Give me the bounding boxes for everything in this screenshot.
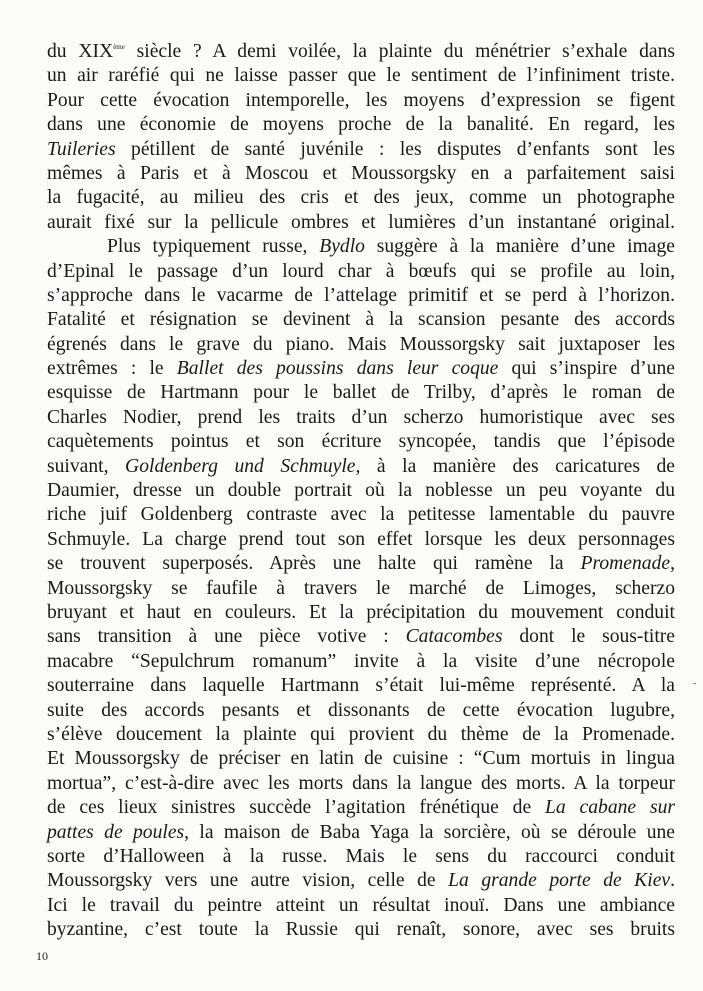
italic-title: La grande porte de Kiev [448,870,671,892]
line-text: Plus typiquement russe, [107,236,320,258]
text-line [47,674,675,698]
line-text: s’approche dans le vacarme de l’attelage primitif et se perd à l’horizon. [47,284,675,306]
italic-title: La cabane sur [545,797,676,819]
line-text: Charles Nodier, prend les traits d’un scherzo humoristique avec ses [47,406,675,428]
margin-mark: - [693,678,697,689]
line-text: Pour cette évocation intemporelle, les moyens d’expression se figent [47,89,675,111]
body-text [47,40,675,942]
line-text: riche juif Goldenberg contraste avec la petitesse lamentable du pauvre [47,504,675,526]
line-text: mêmes à Paris et à Moscou et Moussorgsky en a parfaitement saisi [47,162,675,184]
text-line [47,186,675,210]
text-line [47,479,675,503]
line-text: se trouvent superposés. Après une halte qui ramène la [47,553,581,575]
line-text: . [670,870,675,892]
text-line [47,260,675,284]
line-text: sorte d’Halloween à la russe. Mais le sens du raccourci conduit [47,845,675,867]
line-text: suggère à la manière d’une image [364,236,675,258]
text-line [47,918,675,942]
text-line [47,552,675,576]
line-text: caquètements pointus et son écriture syncopée, tandis que l’épisode [47,431,675,453]
italic-title: Tuileries [47,138,116,160]
text-line [47,357,675,381]
text-line [47,528,675,552]
line-text: Moussorgsky se faufile à travers le marché de Limoges, scherzo [47,577,675,599]
text-line [47,747,675,771]
text-line [47,650,675,674]
line-text: un air raréfié qui ne laisse passer que le sentiment de l’infiniment triste. [47,65,675,87]
line-text: bruyant et haut en couleurs. Et la précipitation du mouvement conduit [47,601,675,623]
text-line [47,894,675,918]
line-text: Moussorgsky vers une autre vision, celle de [47,870,449,892]
text-line [47,625,675,649]
line-text: pétillent de santé juvénile : les disputes d’enfants sont les [115,138,675,160]
italic-title: pattes de poules [47,821,185,843]
text-line [47,284,675,308]
text-line [47,40,675,64]
line-text: de ces lieux sinistres succède l’agitation frénétique de [47,797,546,819]
text-line [47,845,675,869]
line-text: aurait fixé sur la pellicule ombres et lumières d’un instantané original. [47,211,675,233]
text-line [47,577,675,601]
line-text: , la maison de Baba Yaga la sorcière, où se déroule une [184,821,676,843]
text-line [47,601,675,625]
line-text: d’Epinal le passage d’un lourd char à bœufs qui se profile au loin, [47,260,675,282]
line-text: macabre “Sepulchrum romanum” invite à la visite d’une nécropole [47,650,675,672]
italic-title: Goldenberg und Schmuyle [125,455,356,477]
line-text: égrenés dans le grave du piano. Mais Moussorgsky sait juxtaposer les [47,333,675,355]
line-text: , à la manière des caricatures de [355,455,675,477]
text-line [47,723,675,747]
line-text: Schmuyle. La charge prend tout son effet lorsque les deux personnages [47,528,675,550]
line-text: , [670,553,675,575]
line-text: sans transition à une pièce votive : [47,626,406,648]
line-text: siècle ? A demi voilée, la plainte du ménétrier s’exhale dans [124,41,675,62]
page-number: 10 [36,949,48,963]
superscript: ème [113,43,125,51]
line-text: dont le sous-titre [502,626,675,648]
text-line [47,89,675,113]
italic-title: Ballet des poussins dans leur coque [176,358,499,380]
text-line [47,333,675,357]
text-line [47,113,675,137]
text-line [47,308,675,332]
line-text: du XIX [47,41,114,62]
line-text: Daumier, dresse un double portrait où la noblesse un peu voyante du [47,480,675,502]
line-text: suite des accords pesants et dissonants de cette évocation lugubre, [47,699,675,721]
line-text: la fugacité, au milieu des cris et des jeux, comme un photographe [47,187,675,209]
text-line [47,821,675,845]
text-line [47,64,675,88]
italic-title: Bydlo [319,236,365,258]
text-line [47,430,675,454]
text-line [47,796,675,820]
text-line [47,455,675,479]
line-text: Fatalité et résignation se devinent à la scansion pesante des accords [47,309,675,331]
text-line [47,235,675,259]
italic-title: Catacombes [405,626,503,648]
line-text: byzantine, c’est toute la Russie qui renaît, sonore, avec ses bruits [47,919,675,941]
text-line [47,211,675,235]
line-text: dans une économie de moyens proche de la banalité. En regard, les [47,114,675,136]
line-text: Ici le travail du peintre atteint un résultat inouï. Dans une ambiance [47,894,675,916]
line-text: esquisse de Hartmann pour le ballet de Trilby, d’après le roman de [47,382,675,404]
line-text: mortua”, c’est-à-dire avec les morts dans la langue des morts. A la torpeur [47,772,675,794]
line-text: s’élève doucement la plainte qui provient du thème de la Promenade. [47,723,675,745]
line-text: souterraine dans laquelle Hartmann s’était lui-même représenté. A la [47,675,675,697]
text-line [47,138,675,162]
line-text: qui s’inspire d’une [498,358,675,380]
italic-title: Promenade [580,553,671,575]
text-line [47,772,675,796]
text-line [47,699,675,723]
line-text: suivant, [47,455,126,477]
text-line [47,406,675,430]
text-line [47,381,675,405]
line-text: Et Moussorgsky de préciser en latin de cuisine : “Cum mortuis in lingua [47,748,675,770]
line-text: extrêmes : le [47,358,177,380]
text-line [47,869,675,893]
text-line [47,503,675,527]
text-line [47,162,675,186]
